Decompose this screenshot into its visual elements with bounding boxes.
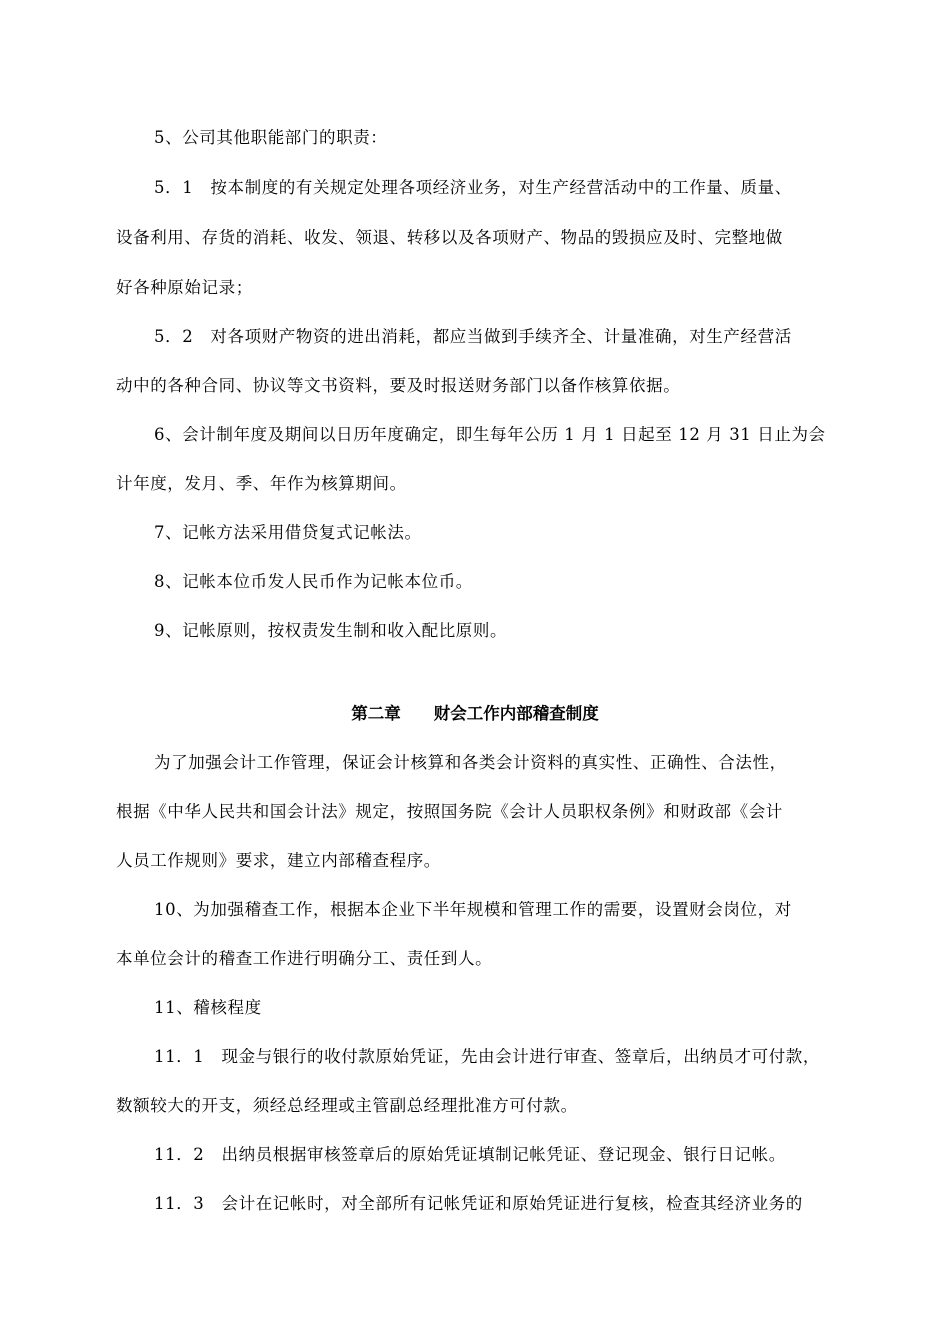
paragraph-10-line-2: 本单位会计的稽查工作进行明确分工、责任到人。	[116, 949, 493, 968]
paragraph-11: 11、稽核程度	[154, 998, 262, 1017]
paragraph-11-1-line-2: 数额较大的开支，须经总经理或主管副总经理批准方可付款。	[116, 1096, 578, 1115]
paragraph-10-line-1: 10、为加强稽查工作，根据本企业下半年规模和管理工作的需要，设置财会岗位，对	[154, 900, 792, 919]
paragraph-9: 9、记帐原则，按权责发生制和收入配比原则。	[154, 621, 508, 640]
paragraph-11-3-line-1: 11．3 会计在记帐时，对全部所有记帐凭证和原始凭证进行复核，检查其经济业务的	[154, 1194, 803, 1213]
paragraph-6-line-2: 计年度，发月、季、年作为核算期间。	[116, 474, 407, 493]
paragraph-5-1-line-3: 好各种原始记录；	[116, 278, 253, 297]
paragraph-11-2: 11．2 出纳员根据审核签章后的原始凭证填制记帐凭证、登记现金、银行日记帐。	[154, 1145, 786, 1164]
paragraph-5-line-1: 5、公司其他职能部门的职责：	[154, 128, 388, 147]
intro-paragraph-line-3: 人员工作规则》要求，建立内部稽查程序。	[116, 851, 441, 870]
paragraph-11-1-line-1: 11．1 现金与银行的收付款原始凭证，先由会计进行审查、签章后，出纳员才可付款，	[154, 1047, 820, 1066]
paragraph-5-2-line-1: 5．2 对各项财产物资的进出消耗，都应当做到手续齐全、计量准确，对生产经营活	[154, 327, 792, 346]
intro-paragraph-line-1: 为了加强会计工作管理，保证会计核算和各类会计资料的真实性、正确性、合法性，	[154, 753, 787, 772]
paragraph-5-2-line-2: 动中的各种合同、协议等文书资料，要及时报送财务部门以备作核算依据。	[116, 376, 681, 395]
paragraph-6-line-1: 6、会计制年度及期间以日历年度确定，即生每年公历 1 月 1 日起至 12 月 31 日止为会	[154, 425, 826, 444]
paragraph-8: 8、记帐本位币发人民币作为记帐本位币。	[154, 572, 473, 591]
paragraph-5-1-line-1: 5．1 按本制度的有关规定处理各项经济业务，对生产经营活动中的工作量、质量、	[154, 178, 792, 197]
paragraph-5-1-line-2: 设备利用、存货的消耗、收发、领退、转移以及各项财产、物品的毁损应及时、完整地做	[116, 228, 783, 247]
chapter-heading: 第二章 财会工作内部稽查制度	[351, 704, 599, 723]
intro-paragraph-line-2: 根据《中华人民共和国会计法》规定，按照国务院《会计人员职权条例》和财政部《会计	[116, 802, 783, 821]
paragraph-7: 7、记帐方法采用借贷复式记帐法。	[154, 523, 422, 542]
